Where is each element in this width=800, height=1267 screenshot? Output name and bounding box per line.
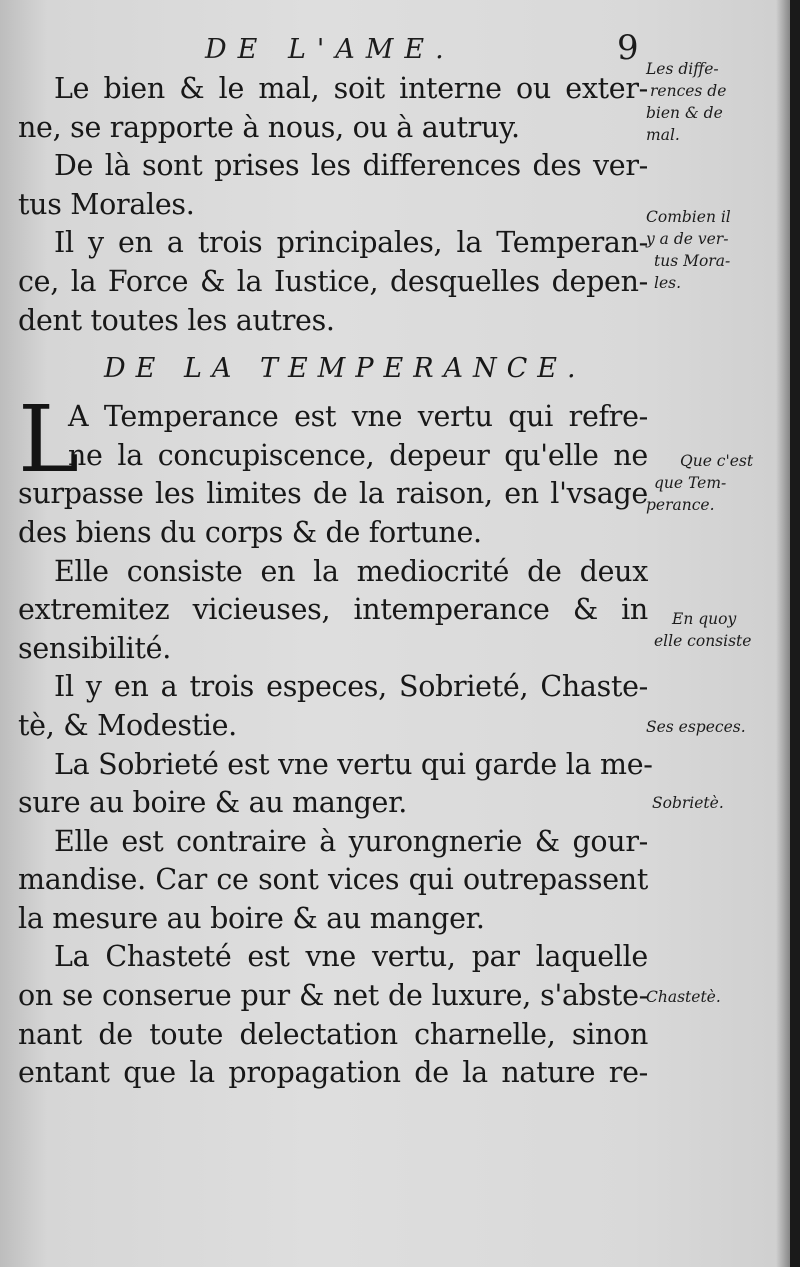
text-line: des biens du corps & de fortune. — [18, 515, 482, 549]
margin-note-line: bien & de — [646, 104, 723, 122]
margin-note-line: tus Mora- — [654, 252, 731, 270]
drop-cap: L — [18, 386, 79, 494]
text-line: La Chasteté est vne vertu, par laquelle — [54, 940, 648, 974]
text-line: ce, la Force & la Iustice, desquelles depen- — [18, 264, 648, 298]
section-heading: DE LA TEMPERANCE. — [104, 353, 586, 385]
margin-note-chastity — [646, 986, 786, 1008]
margin-note-species — [646, 716, 786, 738]
margin-note-line: Ses especes. — [646, 718, 746, 736]
text-line: nant de toute delectation charnelle, sinon — [18, 1017, 648, 1051]
page-header — [0, 28, 640, 72]
margin-note-line: Que c'est — [680, 452, 754, 470]
margin-note-line: Sobrietè. — [652, 794, 724, 812]
text-line: dent toutes les autres. — [18, 303, 335, 337]
text-line: De là sont prises les differences des ver- — [54, 149, 648, 183]
margin-note-line: En quoy — [672, 610, 737, 628]
text-line: tus Morales. — [18, 187, 195, 221]
text-line: ne, se rapporte à nous, ou à autruy. — [18, 110, 520, 144]
margin-note-line: mal. — [646, 126, 680, 144]
text-line: Il y en a trois especes, Sobrieté, Chaste- — [54, 670, 648, 704]
margin-note-line: que Tem- — [654, 474, 727, 492]
text-line: Il y en a trois principales, la Temperan- — [54, 226, 648, 260]
margin-note-line: perance. — [646, 496, 715, 514]
margin-note-line: les. — [654, 274, 682, 292]
main-text-block — [18, 70, 653, 1093]
text-line: on se conserue pur & net de luxure, s'abste- — [18, 979, 648, 1013]
text-line: tè, & Modestie. — [18, 708, 237, 742]
text-line: A Temperance est vne vertu qui refre- — [68, 400, 648, 434]
margin-note-how-many — [646, 206, 786, 294]
page-number: 9 — [617, 28, 639, 68]
margin-note-line: Les diffe- — [646, 60, 719, 78]
text-line: extremitez vicieuses, intemperance & in — [18, 593, 648, 627]
text-line: entant que la propagation de la nature re- — [18, 1056, 648, 1090]
margin-note-what-is — [646, 450, 786, 516]
margin-note-line: y a de ver- — [646, 230, 729, 248]
text-line: Elle consiste en la mediocrité de deux — [54, 554, 648, 588]
margin-note-consists — [646, 608, 786, 652]
margin-note-line: Chastetè. — [646, 988, 721, 1006]
text-line: sure au boire & au manger. — [18, 786, 408, 820]
text-line: La Sobrieté est vne vertu qui garde la me- — [54, 747, 653, 781]
text-line: surpasse les limites de la raison, en l'vsage — [18, 477, 648, 511]
margin-note-line: Combien il — [646, 208, 731, 226]
text-line: sensibilité. — [18, 631, 171, 665]
running-head: DE L'AME. — [205, 34, 455, 65]
text-line: Elle est contraire à yurongnerie & gour- — [54, 824, 648, 858]
text-line: mandise. Car ce sont vices qui outrepassent — [18, 863, 648, 897]
margin-note-sobriety — [646, 792, 786, 814]
margin-note-differences — [646, 58, 786, 146]
margin-note-line: rences de — [650, 82, 727, 100]
text-line: Le bien & le mal, soit interne ou exter- — [54, 72, 648, 105]
text-line: la mesure au boire & au manger. — [18, 901, 485, 935]
margin-note-line: elle consiste — [654, 632, 752, 650]
text-line: ne la concupiscence, depeur qu'elle ne — [68, 438, 648, 472]
